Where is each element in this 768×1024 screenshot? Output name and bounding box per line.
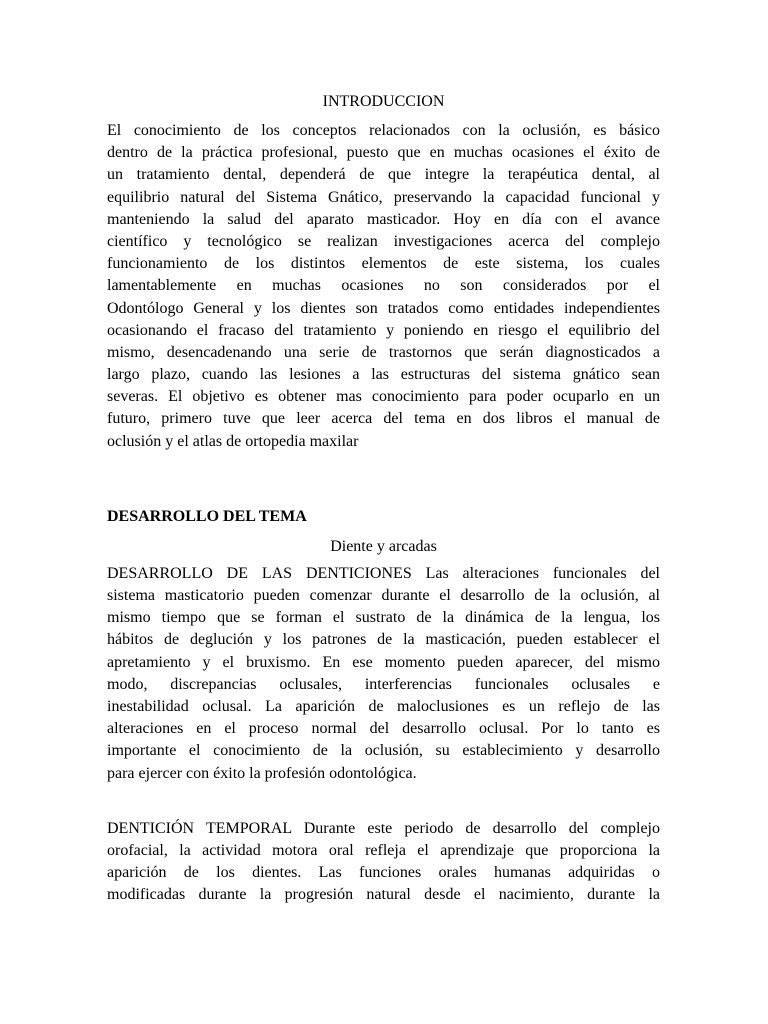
intro-title: INTRODUCCION (322, 93, 445, 110)
temporal-line: modificadas durante la progresión natural desde el nacimiento, durante la (107, 886, 660, 904)
temporal-line: DENTICIÓN TEMPORAL Durante este periodo de desarrollo del complejo (107, 819, 660, 837)
temporal-line: orofacial, la actividad motora oral refleja el aprendizaje que proporciona la (107, 841, 660, 859)
spacer (107, 453, 660, 505)
denticiones-line: alteraciones en el proceso normal del desarrollo oclusal. Por lo tanto es (107, 720, 660, 738)
intro-paragraph (107, 120, 660, 453)
temporal-line: aparición de los dientes. Las funciones orales humanas adquiridas o (107, 864, 660, 882)
denticiones-line: importante el conocimiento de la oclusión, su establecimiento y desarrollo (107, 742, 660, 760)
denticiones-line: mismo tiempo que se forman el sustrato de la dinámica de la lengua, los (107, 609, 660, 627)
subtitle: Diente y arcadas (330, 537, 437, 555)
denticiones-line: inestabilidad oclusal. La aparición de maloclusiones es un reflejo de las (107, 697, 660, 715)
intro-line: equilibrio natural del Sistema Gnático, preservando la capacidad funcional y (107, 188, 660, 206)
denticiones-line: sistema masticatorio pueden comenzar durante el desarrollo de la oclusión, al (107, 587, 660, 604)
intro-line: severas. El objetivo es obtener mas conocimiento para poder ocuparlo en un (107, 388, 660, 406)
document-page (107, 90, 660, 906)
denticiones-line: para ejercer con éxito la profesión odontológica. (107, 764, 417, 782)
intro-line: largo plazo, cuando las lesiones a las estructuras del sistema gnático sean (107, 366, 660, 384)
intro-line: lamentablemente en muchas ocasiones no son considerados por el (107, 277, 660, 295)
intro-line: manteniendo la salud del aparato masticador. Hoy en día con el avance (107, 210, 660, 228)
intro-line: Odontólogo General y los dientes son tratados como entidades independientes (107, 299, 660, 317)
section-title: DESARROLLO DEL TEMA (107, 507, 307, 525)
intro-line: El conocimiento de los conceptos relacionados con la oclusión, es básico (107, 122, 660, 139)
intro-line: un tratamiento dental, dependerá de que integre la terapéutica dental, al (107, 166, 660, 184)
intro-line: dentro de la práctica profesional, puesto que en muchas ocasiones el éxito de (107, 144, 660, 162)
spacer (107, 785, 660, 818)
denticiones-line: apretamiento y el bruxismo. En ese momento pueden aparecer, del mismo (107, 653, 660, 671)
intro-line: mismo, desencadenando una serie de trastornos que serán diagnosticados a (107, 343, 660, 361)
intro-line: científico y tecnológico se realizan investigaciones acerca del complejo (107, 232, 660, 250)
intro-line: futuro, primero tuve que leer acerca del tema en dos libros el manual de (107, 410, 660, 428)
temporal-paragraph (107, 818, 660, 907)
intro-line: funcionamiento de los distintos elementos de este sistema, los cuales (107, 255, 660, 273)
intro-line: ocasionando el fracaso del tratamiento y poniendo en riesgo el equilibrio del (107, 321, 660, 339)
denticiones-line: hábitos de deglución y los patrones de la masticación, pueden establecer el (107, 631, 660, 649)
denticiones-line: DESARROLLO DE LAS DENTICIONES Las alteraciones funcionales del (107, 564, 660, 582)
denticiones-line: modo, discrepancias oclusales, interferencias funcionales oclusales e (107, 675, 660, 693)
intro-line: oclusión y el atlas de ortopedia maxilar (107, 432, 359, 450)
denticiones-paragraph (107, 563, 660, 785)
